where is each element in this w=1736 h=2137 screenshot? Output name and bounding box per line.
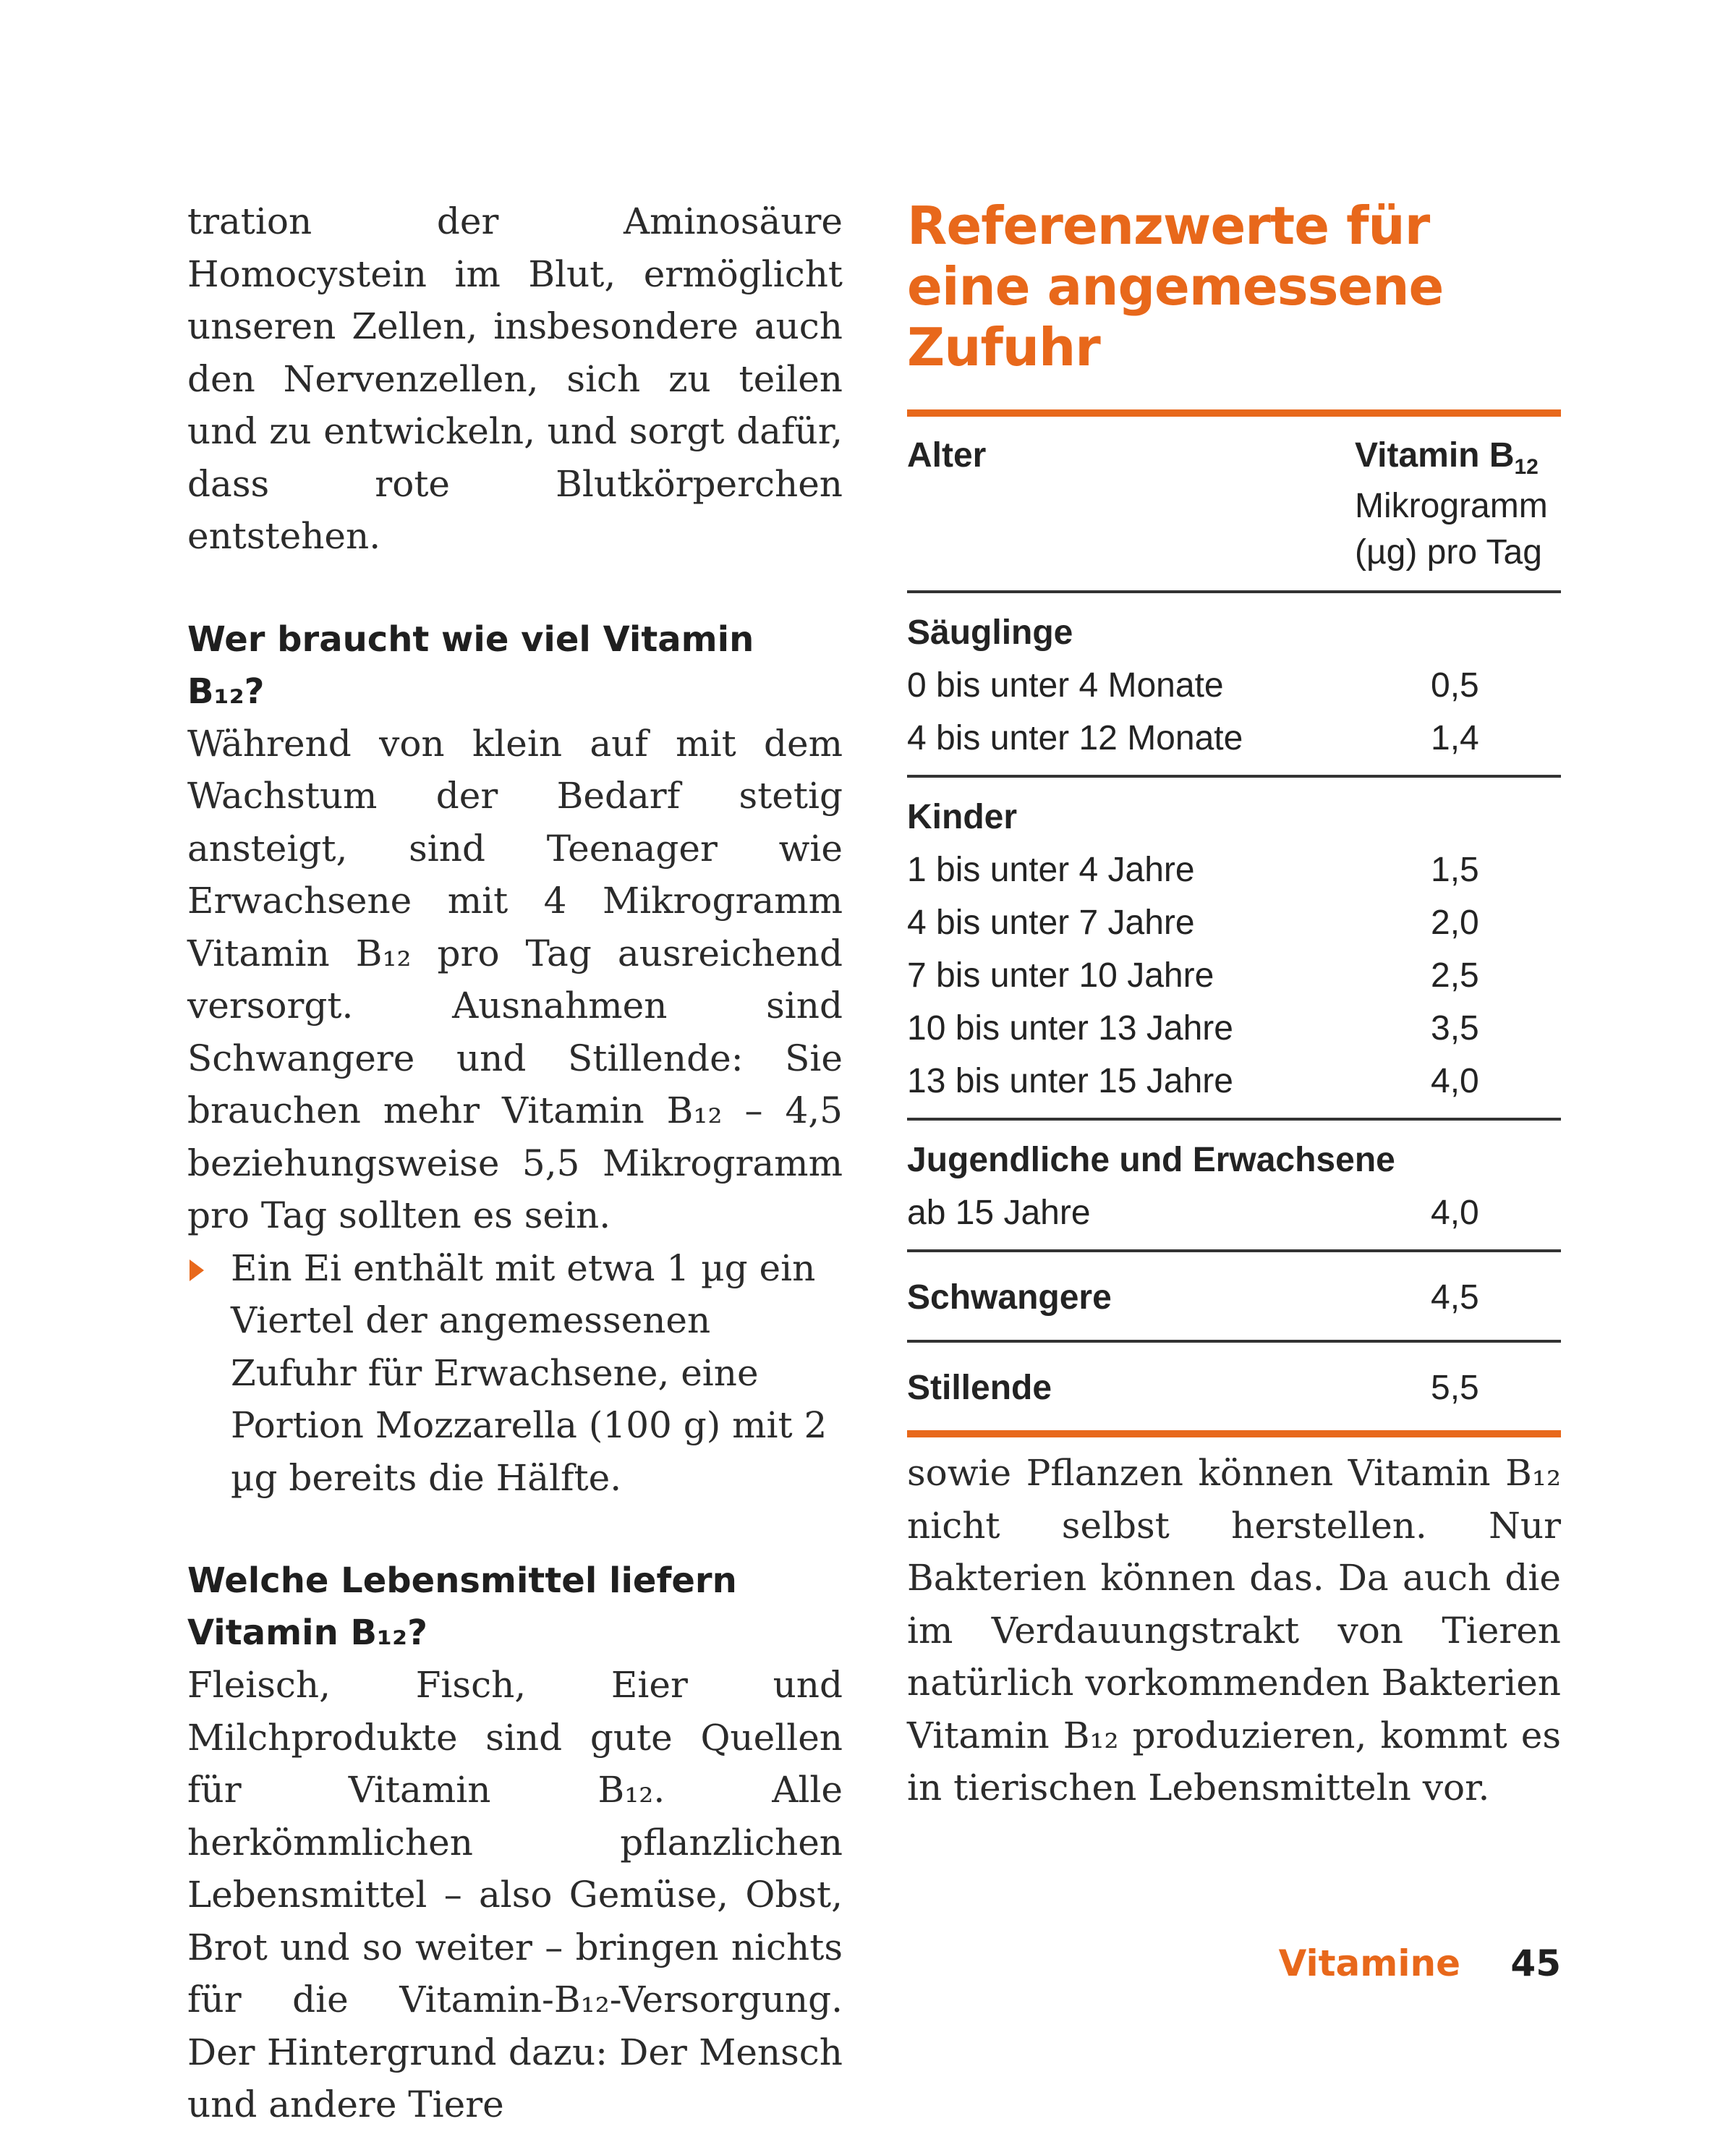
page-footer <box>1279 1942 1561 1984</box>
table-row <box>907 712 1561 765</box>
reference-values-box <box>907 195 1561 1437</box>
age-cell: ab 15 Jahre <box>907 1194 1091 1232</box>
group-label: Kinder <box>907 798 1018 836</box>
age-cell: 0 bis unter 4 Monate <box>907 666 1224 705</box>
value-cell: 1,5 <box>1431 851 1479 889</box>
reference-table <box>907 417 1561 1430</box>
page-number: 45 <box>1510 1942 1561 1984</box>
section-name: Vitamine <box>1278 1942 1460 1984</box>
bottom-orange-rule <box>907 1430 1561 1437</box>
table-row <box>907 844 1561 896</box>
age-cell: 10 bis unter 13 Jahre <box>907 1009 1233 1048</box>
table-row <box>907 1186 1561 1239</box>
value-cell: 4,0 <box>1431 1194 1479 1232</box>
age-cell: 1 bis unter 4 Jahre <box>907 851 1195 889</box>
value-cell: 4,0 <box>1431 1062 1479 1100</box>
row-nursing: Stillende 5,5 <box>907 1369 1479 1407</box>
header-vitamin: Vitamin $B_{12}$ Mikrogramm (µg) pro Tag <box>1355 436 1548 572</box>
table-group <box>907 778 1561 1118</box>
table-group <box>907 1121 1561 1249</box>
table-row <box>907 949 1561 1002</box>
triangle-bullet-icon <box>190 1259 204 1281</box>
foods-paragraph: Fleisch, Fisch, Eier und Milchprodukte sind gute Quellen für Vitamin B₁₂. Alle herkömmlichen pflanzlichen Lebensmittel – also Gemüse, Obst, Brot und so weiter – bringen nichts für die Vitamin-B₁₂-Versorgung. Der Hintergrund dazu: Der Mensch und andere Tiere <box>187 1664 843 2125</box>
right-text-column <box>907 1447 1561 1814</box>
value-cell: 2,0 <box>1431 904 1479 942</box>
table-row <box>907 1002 1561 1055</box>
value-cell: 3,5 <box>1431 1009 1479 1048</box>
header-age: Alter <box>907 436 987 475</box>
bacteria-paragraph: sowie Pflanzen können Vitamin B₁₂ nicht selbst herstellen. Nur Bakterien können das. Da auch die im Verdauungstrakt von Tieren natürlich vorkommenden Bakterien Vitamin B₁₂ produzieren, kommt es in tierischen Lebensmitteln vor. <box>907 1452 1561 1809</box>
age-cell: 7 bis unter 10 Jahre <box>907 956 1214 995</box>
bullet-text: Ein Ei enthält mit etwa 1 µg ein Viertel der angemessenen Zufuhr für Erwachsene, eine Portion Mozzarella (100 g) mit 2 µg bereits die Hälfte. <box>231 1246 827 1499</box>
value-cell: 2,5 <box>1431 956 1479 995</box>
need-paragraph: Während von klein auf mit dem Wachstum der Bedarf stetig ansteigt, sind Teenager wie Erwachsene mit 4 Mikrogramm Vitamin B₁₂ pro Tag ausreichend versorgt. Ausnahmen sind Schwangere und Stillende: Sie brauchen mehr Vitamin B₁₂ – 4,5 beziehungsweise 5,5 Mikrogramm pro Tag sollten es sein. <box>187 722 843 1236</box>
box-title: Referenzwerte für eine angemessene Zufuhr <box>907 195 1444 378</box>
bullet-item <box>187 1242 843 1505</box>
value-cell: 0,5 <box>1431 666 1479 705</box>
value-cell: 1,4 <box>1431 719 1479 757</box>
top-orange-rule <box>907 409 1561 417</box>
heading-who-needs: Wer braucht wie viel Vitamin B₁₂? <box>187 619 754 712</box>
age-cell: 4 bis unter 7 Jahre <box>907 904 1195 942</box>
intro-paragraph: tration der Aminosäure Homocystein im Blut, ermöglicht unseren Zellen, insbesondere auch den Nervenzellen, sich zu teilen und zu entwickeln, und sorgt dafür, dass rote Blutkörperchen entstehen. <box>187 200 843 557</box>
table-groups <box>907 593 1561 1252</box>
table-header <box>907 417 1561 590</box>
group-label: Jugendliche und Erwachsene <box>907 1141 1395 1179</box>
age-cell: 13 bis unter 15 Jahre <box>907 1062 1233 1100</box>
age-cell: 4 bis unter 12 Monate <box>907 719 1243 757</box>
table-row <box>907 896 1561 949</box>
row-pregnant: Schwangere 4,5 <box>907 1278 1479 1317</box>
heading-which-foods: Welche Lebensmittel liefern Vitamin B₁₂? <box>187 1560 737 1653</box>
table-row <box>907 1055 1561 1108</box>
table-group <box>907 593 1561 775</box>
table-row <box>907 659 1561 712</box>
left-text-column <box>187 195 843 2131</box>
group-label: Säuglinge <box>907 613 1073 652</box>
